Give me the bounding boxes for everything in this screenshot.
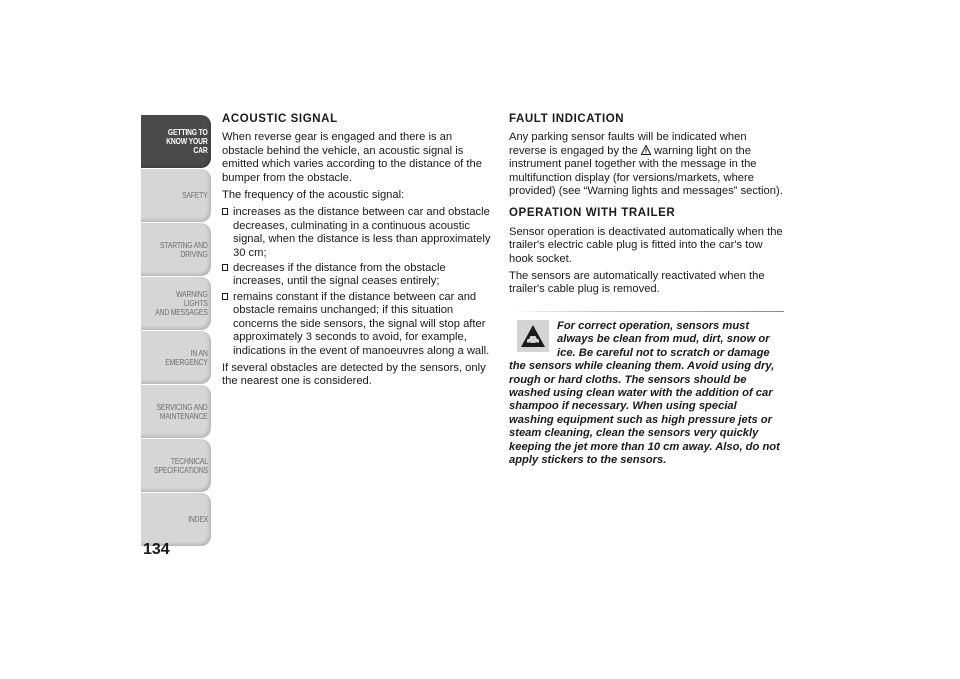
car-warning-icon	[517, 320, 549, 352]
bullet-list	[222, 206, 494, 357]
tab-safety[interactable]	[141, 169, 211, 222]
tab-getting-to-know-your-car[interactable]	[141, 115, 211, 168]
right-column	[509, 113, 784, 467]
paragraph: Sensor operation is deactivated automatically when the trailer's electric cable plug is fitted into the car's tow hook socket.	[509, 225, 783, 265]
chapter-tabs	[141, 115, 211, 547]
paragraph: The sensors are automatically reactivated when the trailer's cable plug is removed.	[509, 270, 765, 296]
checkbox-bullet-icon	[222, 293, 228, 300]
list-item	[222, 262, 494, 289]
list-item	[222, 291, 494, 358]
paragraph: If several obstacles are detected by the sensors, only the nearest one is considered.	[222, 361, 486, 388]
section-heading-operation-with-trailer: OPERATION WITH TRAILER	[509, 207, 676, 220]
paragraph	[509, 131, 784, 198]
tab-label: SERVICING AND MAINTENANCE	[156, 402, 208, 421]
list-item-text: decreases if the distance from the obstacle increases, until the signal ceases entirely;	[233, 262, 446, 288]
tab-label: INDEX	[187, 515, 208, 524]
tab-label: STARTING AND DRIVING	[160, 240, 208, 259]
tab-label: SAFETY	[182, 191, 208, 200]
warning-triangle-icon	[641, 145, 651, 155]
tab-servicing-and-maintenance[interactable]	[141, 385, 211, 438]
divider	[509, 311, 784, 312]
list-item	[222, 206, 494, 260]
tab-technical-specifications[interactable]	[141, 439, 211, 492]
checkbox-bullet-icon	[222, 208, 228, 215]
warning-note	[509, 320, 784, 467]
tab-warning-lights-and-messages[interactable]	[141, 277, 211, 330]
fault-text-after: warning light on the instrument panel together with the message in the multifunction display (for versions/markets, where provided) (see “Warning lights and messages” section).	[509, 144, 783, 198]
warning-text: For correct operation, sensors must always be clean from mud, dirt, snow or ice. Be careful not to scratch or damage the sensors while cleaning them. Avoid using dry, rough or hard cloths. The sensors should be washed using clean water with the addition of car shampoo if necessary. When using special washing equipment such as high pressure jets or steam cleaning, clean the sensors very quickly keeping the jet more than 10 cm away. Also, do not apply stickers to the sensors.	[509, 319, 780, 466]
list-item-text: remains constant if the distance between car and obstacle remains unchanged; if this situation concerns the side sensors, the signal will stop after approximately 3 seconds to avoid, for example, indications in the event of manoeuvres along a wall.	[233, 290, 490, 357]
section-heading-fault-indication: FAULT INDICATION	[509, 113, 625, 125]
page-number: 134	[143, 541, 170, 558]
tab-label: TECHNICAL SPECIFICATIONS	[153, 456, 208, 475]
tab-label: WARNING LIGHTS AND MESSAGES	[155, 290, 208, 317]
tab-label: IN AN EMERGENCY	[165, 348, 208, 367]
section-heading-acoustic-signal: ACOUSTIC SIGNAL	[222, 113, 338, 125]
tab-in-an-emergency[interactable]	[141, 331, 211, 384]
tab-label: GETTING TO KNOW YOUR CAR	[166, 128, 208, 155]
checkbox-bullet-icon	[222, 264, 228, 271]
list-item-text: increases as the distance between car and obstacle decreases, culminating in a continuous acoustic signal, when the distance is less than approximately 30 cm;	[233, 206, 491, 259]
left-column	[222, 113, 494, 393]
fault-text-before: Any parking sensor faults will be indicated when reverse is engaged by the	[509, 131, 747, 157]
paragraph: When reverse gear is engaged and there is an obstacle behind the vehicle, an acoustic signal is emitted which varies according to the distance of the bumper from the obstacle.	[222, 131, 482, 184]
paragraph: The frequency of the acoustic signal:	[222, 189, 405, 202]
tab-starting-and-driving[interactable]	[141, 223, 211, 276]
tab-index[interactable]	[141, 493, 211, 546]
